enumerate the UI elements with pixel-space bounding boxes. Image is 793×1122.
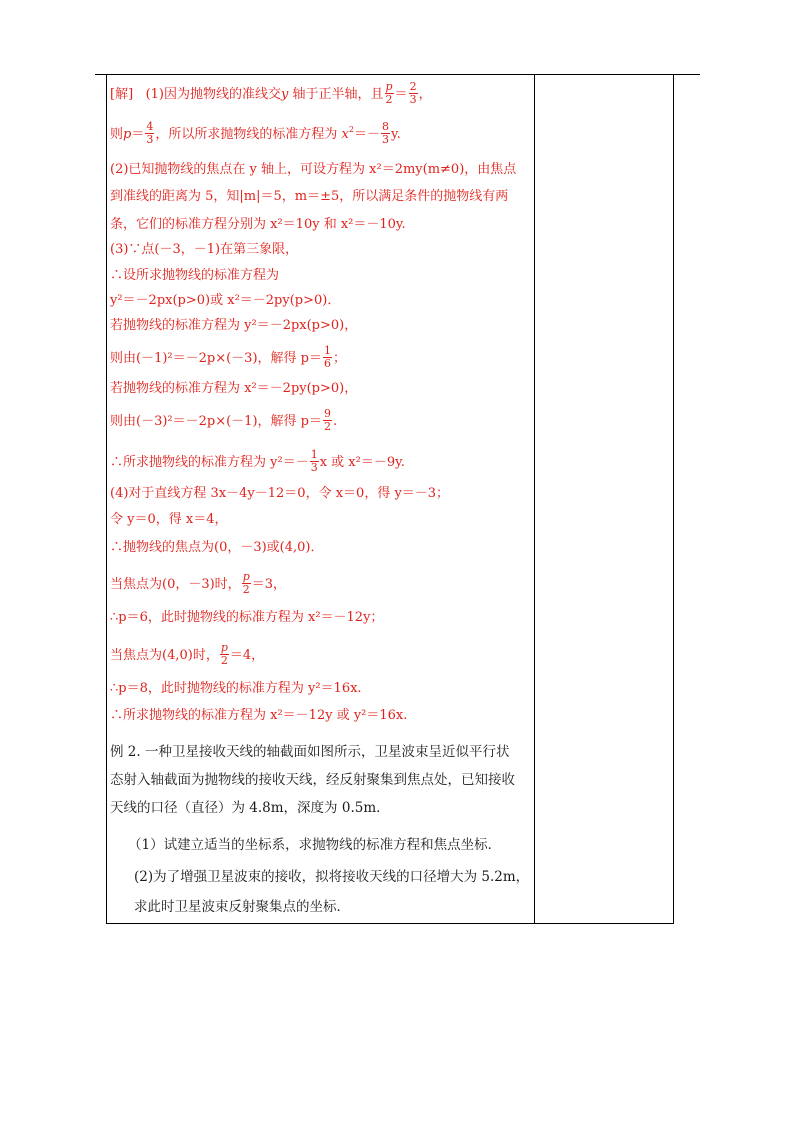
example-question-1: （1）试建立适当的坐标系，求抛物线的标准方程和焦点坐标． [128, 837, 502, 853]
fraction-p-over-2-b: $\frac{p}{2}$ [242, 570, 250, 596]
solution-line-14: (4)对于直线方程 3x－4y－12＝0，令 x＝0，得 y＝－3； [110, 486, 450, 501]
solution-line-1: [解] (1)因为抛物线的准线交y 轴于正半轴，且 $\frac{p}{2}$ ＝ $\frac{2}{3}$ ， [110, 80, 432, 106]
solution-line-15: 令 y＝0，得 x＝4， [110, 512, 228, 527]
solution-line-21: ∴所求抛物线的标准方程为 x²＝－12y 或 y²＝16x. [110, 708, 408, 723]
fraction-p-over-2: $\frac{p}{2}$ [385, 80, 393, 106]
fraction-1-over-3: $\frac{1}{3}$ [310, 448, 318, 474]
solution-line-12: 则由(－3)²＝－2p×(－1)，解得 p＝ $\frac{9}{2}$ . [110, 407, 338, 433]
example-line-3: 天线的口径（直径）为 4.8m，深度为 0.5m． [110, 800, 390, 816]
column-divider [534, 75, 535, 924]
solution-label: [解] [110, 87, 134, 102]
solution-line-7: ∴设所求抛物线的标准方程为 [110, 268, 280, 283]
fraction-p-over-2-c: $\frac{p}{2}$ [220, 641, 228, 667]
example-question-2-cont: 求此时卫星波束反射聚集点的坐标． [134, 899, 350, 915]
solution-line-11: 若抛物线的标准方程为 x²＝－2py(p>0)， [110, 381, 358, 396]
solution-line-6: (3)∵点(－3，－1)在第三象限， [110, 242, 299, 257]
example-line-1: 例 2. 一种卫星接收天线的轴截面如图所示，卫星波束呈近似平行状 [110, 744, 510, 760]
fraction-4-over-3: $\frac{4}{3}$ [146, 120, 154, 146]
fraction-9-over-2: $\frac{9}{2}$ [323, 407, 331, 433]
solution-line-17: 当焦点为(0，－3)时， $\frac{p}{2}$ ＝3， [110, 570, 287, 596]
solution-line-10: 则由(－1)²＝－2p×(－3)，解得 p＝ $\frac{1}{6}$ ； [110, 344, 346, 370]
solution-line-3: (2)已知抛物线的焦点在 y 轴上，可设方程为 x²＝2my(m≠0)，由焦点 [110, 162, 517, 177]
solution-line-4: 到准线的距离为 5，知|m|＝5，m＝±5，所以满足条件的抛物线有两 [110, 189, 509, 204]
solution-line-13: ∴所求抛物线的标准方程为 y²＝－ $\frac{1}{3}$ x 或 x²＝－9y. [110, 448, 405, 474]
solution-line-9: 若抛物线的标准方程为 y²＝－2px(p>0)， [110, 318, 358, 333]
example-question-2: (2)为了增强卫星波束的接收，拟将接收天线的口径增大为 5.2m， [134, 869, 530, 885]
solution-line-5: 条，它们的标准方程分别为 x²＝10y 和 x²＝－10y. [110, 217, 406, 232]
solution-line-8: y²＝－2px(p>0)或 x²＝－2py(p>0)． [110, 293, 341, 308]
solution-line-18: ∴p＝6，此时抛物线的标准方程为 x²＝－12y； [110, 610, 384, 625]
solution-line-2: 则p＝ $\frac{4}{3}$ ，所以所求抛物线的标准方程为 $x^2=-$ $\frac{8}{3}$ y. [110, 120, 401, 146]
example-line-2: 态射入轴截面为抛物线的接收天线，经反射聚集到焦点处，已知接收 [110, 772, 515, 788]
solution-line-20: ∴p＝8，此时抛物线的标准方程为 y²＝16x. [110, 681, 362, 696]
solution-line-16: ∴抛物线的焦点为(0，－3)或(4,0)． [110, 540, 324, 555]
fraction-1-over-6: $\frac{1}{6}$ [323, 344, 331, 370]
solution-line-19: 当焦点为(4,0)时， $\frac{p}{2}$ ＝4， [110, 641, 265, 667]
fraction-8-over-3: $\frac{8}{3}$ [381, 120, 389, 146]
fraction-2-over-3: $\frac{2}{3}$ [409, 80, 417, 106]
